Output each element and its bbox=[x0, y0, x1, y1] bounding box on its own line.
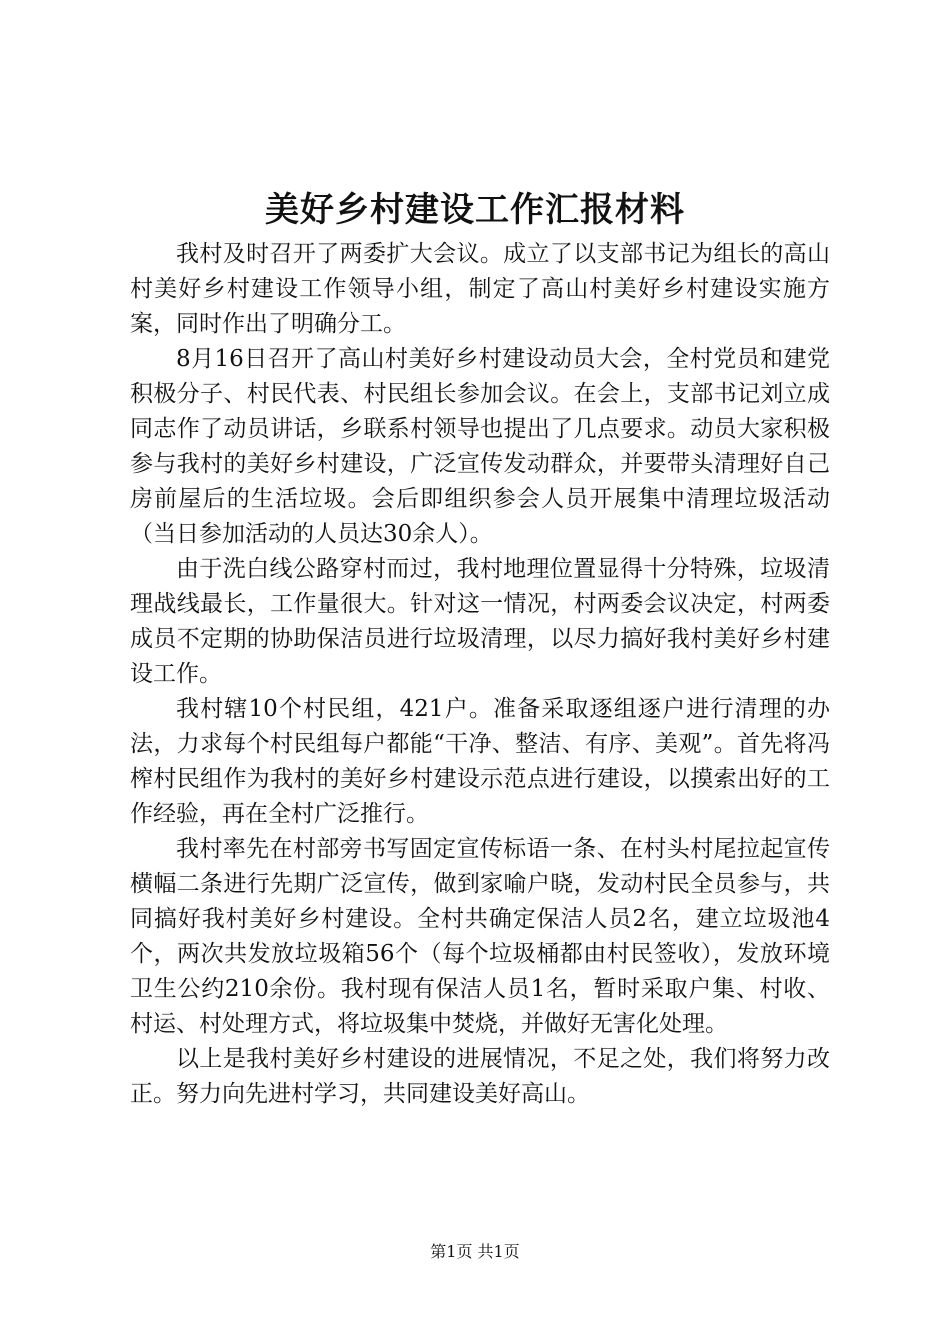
document-body bbox=[130, 237, 830, 1112]
paragraph-5: 我村率先在村部旁书写固定宣传标语一条、在村头村尾拉起宣传横幅二条进行先期广泛宣传，做到家喻户晓，发动村民全员参与，共同搞好我村美好乡村建设。全村共确定保洁人员2名，建立垃圾池4个，两次共发放垃圾箱56个（每个垃圾桶都由村民签收），发放环境卫生公约210余份。我村现有保洁人员1名，暂时采取户集、村收、村运、村处理方式，将垃圾集中焚烧，并做好无害化处理。 bbox=[130, 836, 830, 1037]
paragraph-3: 由于洗白线公路穿村而过，我村地理位置显得十分特殊，垃圾清理战线最长，工作量很大。针对这一情况，村两委会议决定，村两委成员不定期的协助保洁员进行垃圾清理，以尽力搞好我村美好乡村建设工作。 bbox=[130, 556, 830, 687]
paragraph-6: 以上是我村美好乡村建设的进展情况，不足之处，我们将努力改正。努力向先进村学习，共同建设美好高山。 bbox=[130, 1046, 830, 1107]
page-footer: 第1页 共1页 bbox=[430, 1242, 520, 1261]
paragraph-1: 我村及时召开了两委扩大会议。成立了以支部书记为组长的高山村美好乡村建设工作领导小组，制定了高山村美好乡村建设实施方案，同时作出了明确分工。 bbox=[130, 241, 830, 337]
document-title: 美好乡村建设工作汇报材料 bbox=[265, 190, 685, 230]
paragraph-4: 我村辖10个村民组，421户。准备采取逐组逐户进行清理的办法，力求每个村民组每户都能“干净、整洁、有序、美观”。首先将冯榨村民组作为我村的美好乡村建设示范点进行建设，以摸索出好的工作经验，再在全村广泛推行。 bbox=[130, 696, 830, 827]
paragraph-2: 8月16日召开了高山村美好乡村建设动员大会，全村党员和建党积极分子、村民代表、村民组长参加会议。在会上，支部书记刘立成同志作了动员讲话，乡联系村领导也提出了几点要求。动员大家积极参与我村的美好乡村建设，广泛宣传发动群众，并要带头清理好自己房前屋后的生活垃圾。会后即组织参会人员开展集中清理垃圾活动（当日参加活动的人员达30余人）。 bbox=[130, 346, 830, 547]
